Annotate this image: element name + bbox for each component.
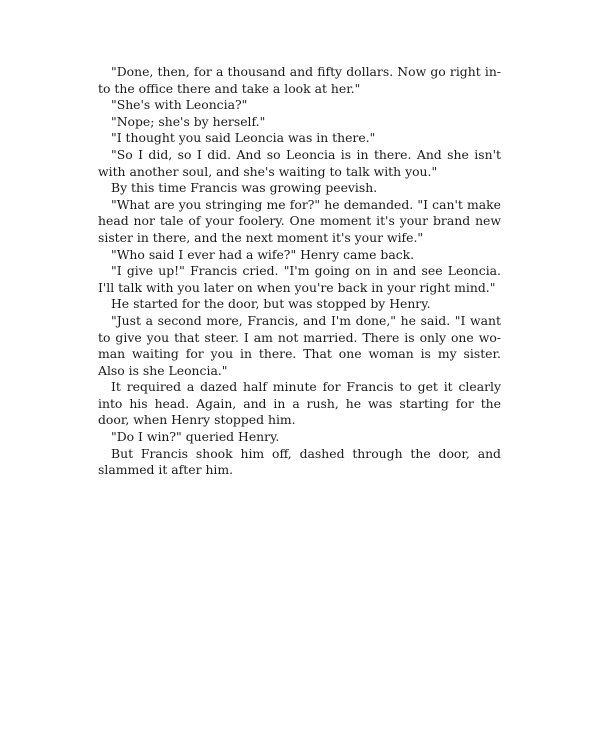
text-line: By this time Francis was growing peevish.	[111, 180, 378, 196]
paragraph	[98, 296, 501, 313]
text-line: door, when Henry stopped him.	[98, 412, 296, 428]
paragraph	[98, 446, 501, 479]
text-line: "Just a second more, Francis, and I'm done," he said. "I want	[111, 312, 501, 328]
paragraph	[98, 263, 501, 296]
paragraph	[98, 313, 501, 379]
paragraph	[98, 247, 501, 264]
text-line: "Do I win?" queried Henry.	[111, 429, 280, 445]
text-line: It required a dazed half minute for Francis to get it clearly	[111, 379, 501, 395]
text-line: head nor tale of your foolery. One moment it's your brand new	[98, 213, 501, 229]
paragraph	[98, 114, 501, 131]
text-line: "I give up!" Francis cried. "I'm going on in and see Leoncia.	[111, 263, 501, 279]
text-line: "Nope; she's by herself."	[111, 113, 266, 129]
paragraph	[98, 147, 501, 180]
text-line: "Done, then, for a thousand and fifty dollars. Now go right in-	[111, 64, 501, 79]
text-line: Also is she Leoncia."	[98, 362, 228, 378]
text-line: But Francis shook him off, dashed through the door, and	[111, 445, 501, 461]
paragraph	[98, 64, 501, 97]
text-line: sister in there, and the next moment it's your wife."	[98, 229, 424, 245]
paragraph	[98, 379, 501, 429]
text-line: slammed it after him.	[98, 462, 234, 478]
paragraph	[98, 130, 501, 147]
text-line: He started for the door, but was stopped by Henry.	[111, 296, 431, 312]
text-line: "What are you stringing me for?" he demanded. "I can't make	[111, 196, 501, 212]
text-line: "I thought you said Leoncia was in there."	[111, 130, 376, 146]
paragraph	[98, 180, 501, 197]
text-line: "Who said I ever had a wife?" Henry came back.	[111, 246, 415, 262]
text-line: I'll talk with you later on when you're back in your right mind."	[98, 279, 496, 295]
paragraph	[98, 429, 501, 446]
text-line: to the office there and take a look at her."	[98, 80, 361, 96]
text-line: with another soul, and she's waiting to talk with you."	[98, 163, 438, 179]
paragraph	[98, 197, 501, 247]
body-text	[98, 64, 501, 479]
text-line: "She's with Leoncia?"	[111, 97, 248, 113]
text-line: "So I did, so I did. And so Leoncia is in there. And she isn't	[111, 146, 501, 162]
text-line: man waiting for you in there. That one woman is my sister.	[98, 346, 501, 362]
text-line: into his head. Again, and in a rush, he was starting for the	[98, 395, 501, 411]
text-line: to give you that steer. I am not married. There is only one wo-	[98, 329, 501, 345]
paragraph	[98, 97, 501, 114]
